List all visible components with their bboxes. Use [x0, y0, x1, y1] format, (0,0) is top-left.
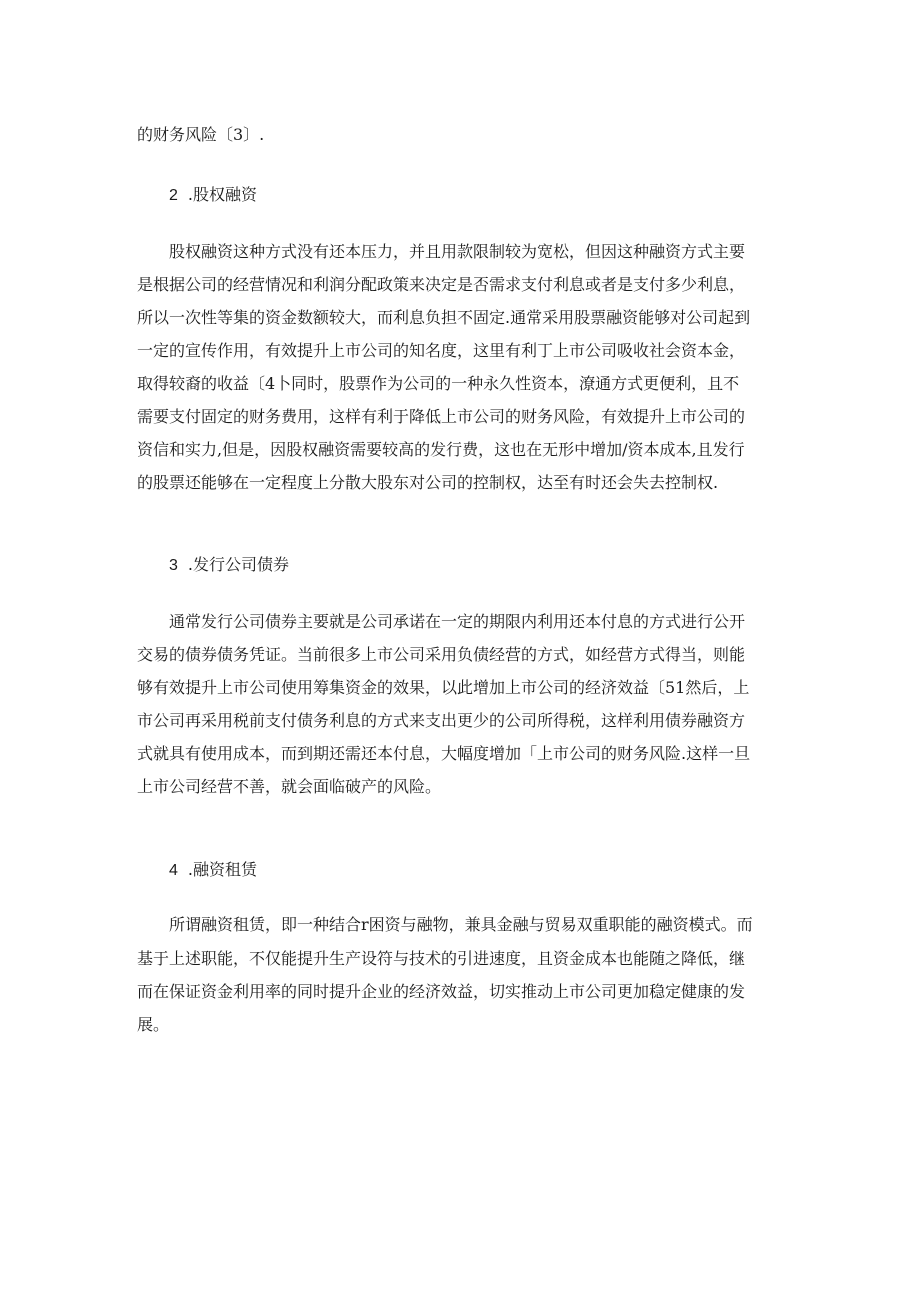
section-heading-2	[169, 184, 257, 207]
paragraph-line: 展。	[137, 1015, 170, 1034]
paragraph-line: 而在保证资金利用率的同时提升企业的经济效益，切实推动上市公司更加稳定健康的发	[137, 982, 746, 1001]
paragraph-line: 交易的债券债务凭证。当前很多上市公司采用负债经营的方式，如经营方式得当，则能	[137, 645, 746, 664]
section-heading-3	[169, 554, 289, 577]
paragraph-line: 资信和实力,但是，因股权融资需要较高的发行费，这也在无形中增加/资本成本,且发行	[137, 440, 745, 459]
paragraph-line: 取得较裔的收益〔4卜同时，股票作为公司的一种永久性资本，潦通方式更便利，且不	[137, 374, 740, 393]
section-title: .股权融资	[187, 185, 257, 204]
paragraph-line: 所谓融资租赁，即一种结合r困资与融物，兼具金融与贸易双重职能的融资模式。而	[169, 915, 753, 934]
section-title: .融资租赁	[187, 860, 257, 879]
paragraph-line: 需要支付固定的财务费用，这样有利于降低上市公司的财务风险，有效提升上市公司的	[137, 407, 746, 426]
paragraph-line: 所以一次性等集的资金数额较大，而利息负担不固定.通常采用股票融资能够对公司起到	[137, 308, 751, 327]
paragraph-line: 通常发行公司债券主要就是公司承诺在一定的期限内利用还本付息的方式进行公开	[169, 612, 746, 631]
paragraph-line: 是根据公司的经营情况和利润分配政策来决定是否需求支付利息或者是支付多少利息，	[137, 275, 746, 294]
paragraph-line: 基于上述职能，不仅能提升生产设符与技术的引进速度，且资金成本也能随之降低，继	[137, 949, 746, 968]
paragraph-line: 够有效提升上市公司使用筹集资金的效果，以此增加上市公司的经济效益〔51然后，上	[137, 678, 750, 697]
section-heading-4	[169, 859, 257, 882]
paragraph-line: 式就具有使用成本，而到期还需还本付息，大幅度增加「上市公司的财务风险.这样一旦	[137, 744, 751, 763]
paragraph-line: 上市公司经营不善，就会面临破产的风险。	[137, 777, 442, 796]
paragraph-line: 股权融资这种方式没有还本压力，并且用款限制较为宽松，但因这种融资方式主要	[169, 242, 746, 261]
section-number: 3	[169, 557, 178, 574]
paragraph-line: 一定的宣传作用，有效提升上市公司的知名度，这里有利丁上市公司吸收社会资本金，	[137, 341, 746, 360]
opening-line: 的财务风险〔3〕.	[137, 125, 265, 144]
section-number: 4	[169, 862, 178, 879]
section-title: .发行公司债券	[187, 555, 289, 574]
paragraph-line: 的股票还能够在一定程度上分散大股东对公司的控制权，达至有时还会失去控制权.	[137, 473, 719, 492]
paragraph-line: 市公司再采用税前支付债务利息的方式来支出更少的公司所得税，这样利用债券融资方	[137, 711, 746, 730]
section-number: 2	[169, 187, 178, 204]
